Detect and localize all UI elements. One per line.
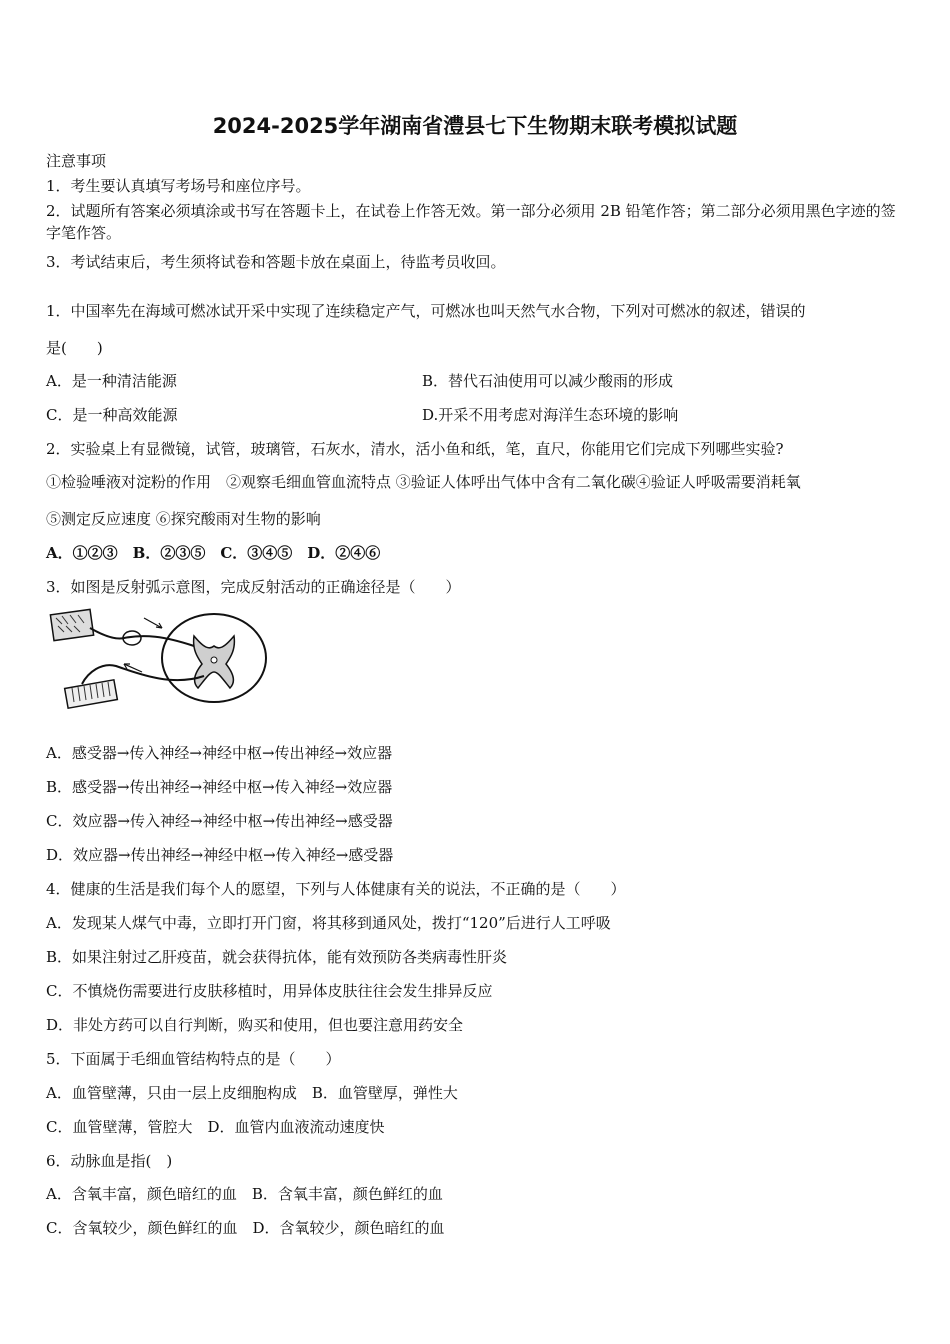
notice-item: 2．试题所有答案必须填涂或书写在答题卡上，在试卷上作答无效。第一部分必须用 2B 铅笔作答；第二部分必须用黑色字迹的签字笔作答。	[46, 202, 896, 242]
receptor-patch	[50, 609, 93, 640]
q3-option-b: B．感受器→传出神经→神经中枢→传入神经→效应器	[46, 778, 393, 796]
q4-option-d: D．非处方药可以自行判断，购买和使用，但也要注意用药安全	[46, 1016, 464, 1034]
q1-option-b: B．替代石油使用可以减少酸雨的形成	[422, 372, 674, 390]
q4-option-a: A．发现某人煤气中毒，立即打开门窗，将其移到通风处，拨打“120”后进行人工呼吸	[46, 914, 611, 932]
q6-stem: 6．动脉血是指( )	[46, 1152, 173, 1170]
q3-stem: 3．如图是反射弧示意图，完成反射活动的正确途径是（ ）	[46, 578, 461, 596]
notice-item: 3．考试结束后，考生须将试卷和答题卡放在桌面上，待监考员收回。	[46, 253, 506, 271]
q5-stem: 5．下面属于毛细血管结构特点的是（ ）	[46, 1050, 341, 1068]
q2-stem: 2．实验桌上有显微镜，试管，玻璃管，石灰水，清水，活小鱼和纸，笔，直尺，你能用它们完成下列哪些实验?	[46, 440, 784, 458]
q6-options-row2: C．含氧较少，颜色鲜红的血 D．含氧较少，颜色暗红的血	[46, 1219, 445, 1237]
q3-option-a: A．感受器→传入神经→神经中枢→传出神经→效应器	[46, 744, 393, 762]
q3-option-d: D．效应器→传出神经→神经中枢→传入神经→感受器	[46, 846, 394, 864]
q4-stem: 4．健康的生活是我们每个人的愿望，下列与人体健康有关的说法，不正确的是（ ）	[46, 880, 626, 898]
reflex-arc-diagram	[44, 606, 269, 718]
q2-experiment-list: ①检验唾液对淀粉的作用 ②观察毛细血管血流特点 ③验证人体呼出气体中含有二氧化碳④验证人呼吸需要消耗氧	[46, 473, 801, 491]
q3-option-c: C．效应器→传入神经→神经中枢→传出神经→感受器	[46, 812, 393, 830]
spinal-cord	[162, 614, 266, 702]
q4-option-c: C．不慎烧伤需要进行皮肤移植时，用异体皮肤往往会发生排异反应	[46, 982, 493, 1000]
q5-options-row1: A．血管壁薄，只由一层上皮细胞构成 B．血管壁厚，弹性大	[46, 1084, 458, 1102]
q1-option-c: C．是一种高效能源	[46, 406, 178, 424]
effector-muscle	[65, 680, 118, 708]
q1-stem-cont: 是( )	[46, 339, 103, 357]
q5-options-row2: C．血管壁薄，管腔大 D．血管内血液流动速度快	[46, 1118, 385, 1136]
q2-experiment-list-cont: ⑤测定反应速度 ⑥探究酸雨对生物的影响	[46, 510, 321, 528]
q6-options-row1: A．含氧丰富，颜色暗红的血 B．含氧丰富，颜色鲜红的血	[46, 1185, 443, 1203]
page-title: 2024-2025学年湖南省澧县七下生物期末联考模拟试题	[212, 114, 738, 138]
notice-heading: 注意事项	[46, 152, 107, 170]
notice-item: 1．考生要认真填写考场号和座位序号。	[46, 177, 311, 195]
q1-stem: 1．中国率先在海域可燃冰试开采中实现了连续稳定产气，可燃冰也叫天然气水合物，下列对可燃冰的叙述，错误的	[46, 302, 806, 320]
q1-option-d: D.开采不用考虑对海洋生态环境的影响	[422, 406, 679, 424]
q2-options: A．①②③ B．②③⑤ C．③④⑤ D．②④⑥	[46, 544, 381, 562]
q1-option-a: A．是一种清洁能源	[46, 372, 177, 390]
q4-option-b: B．如果注射过乙肝疫苗，就会获得抗体，能有效预防各类病毒性肝炎	[46, 948, 508, 966]
